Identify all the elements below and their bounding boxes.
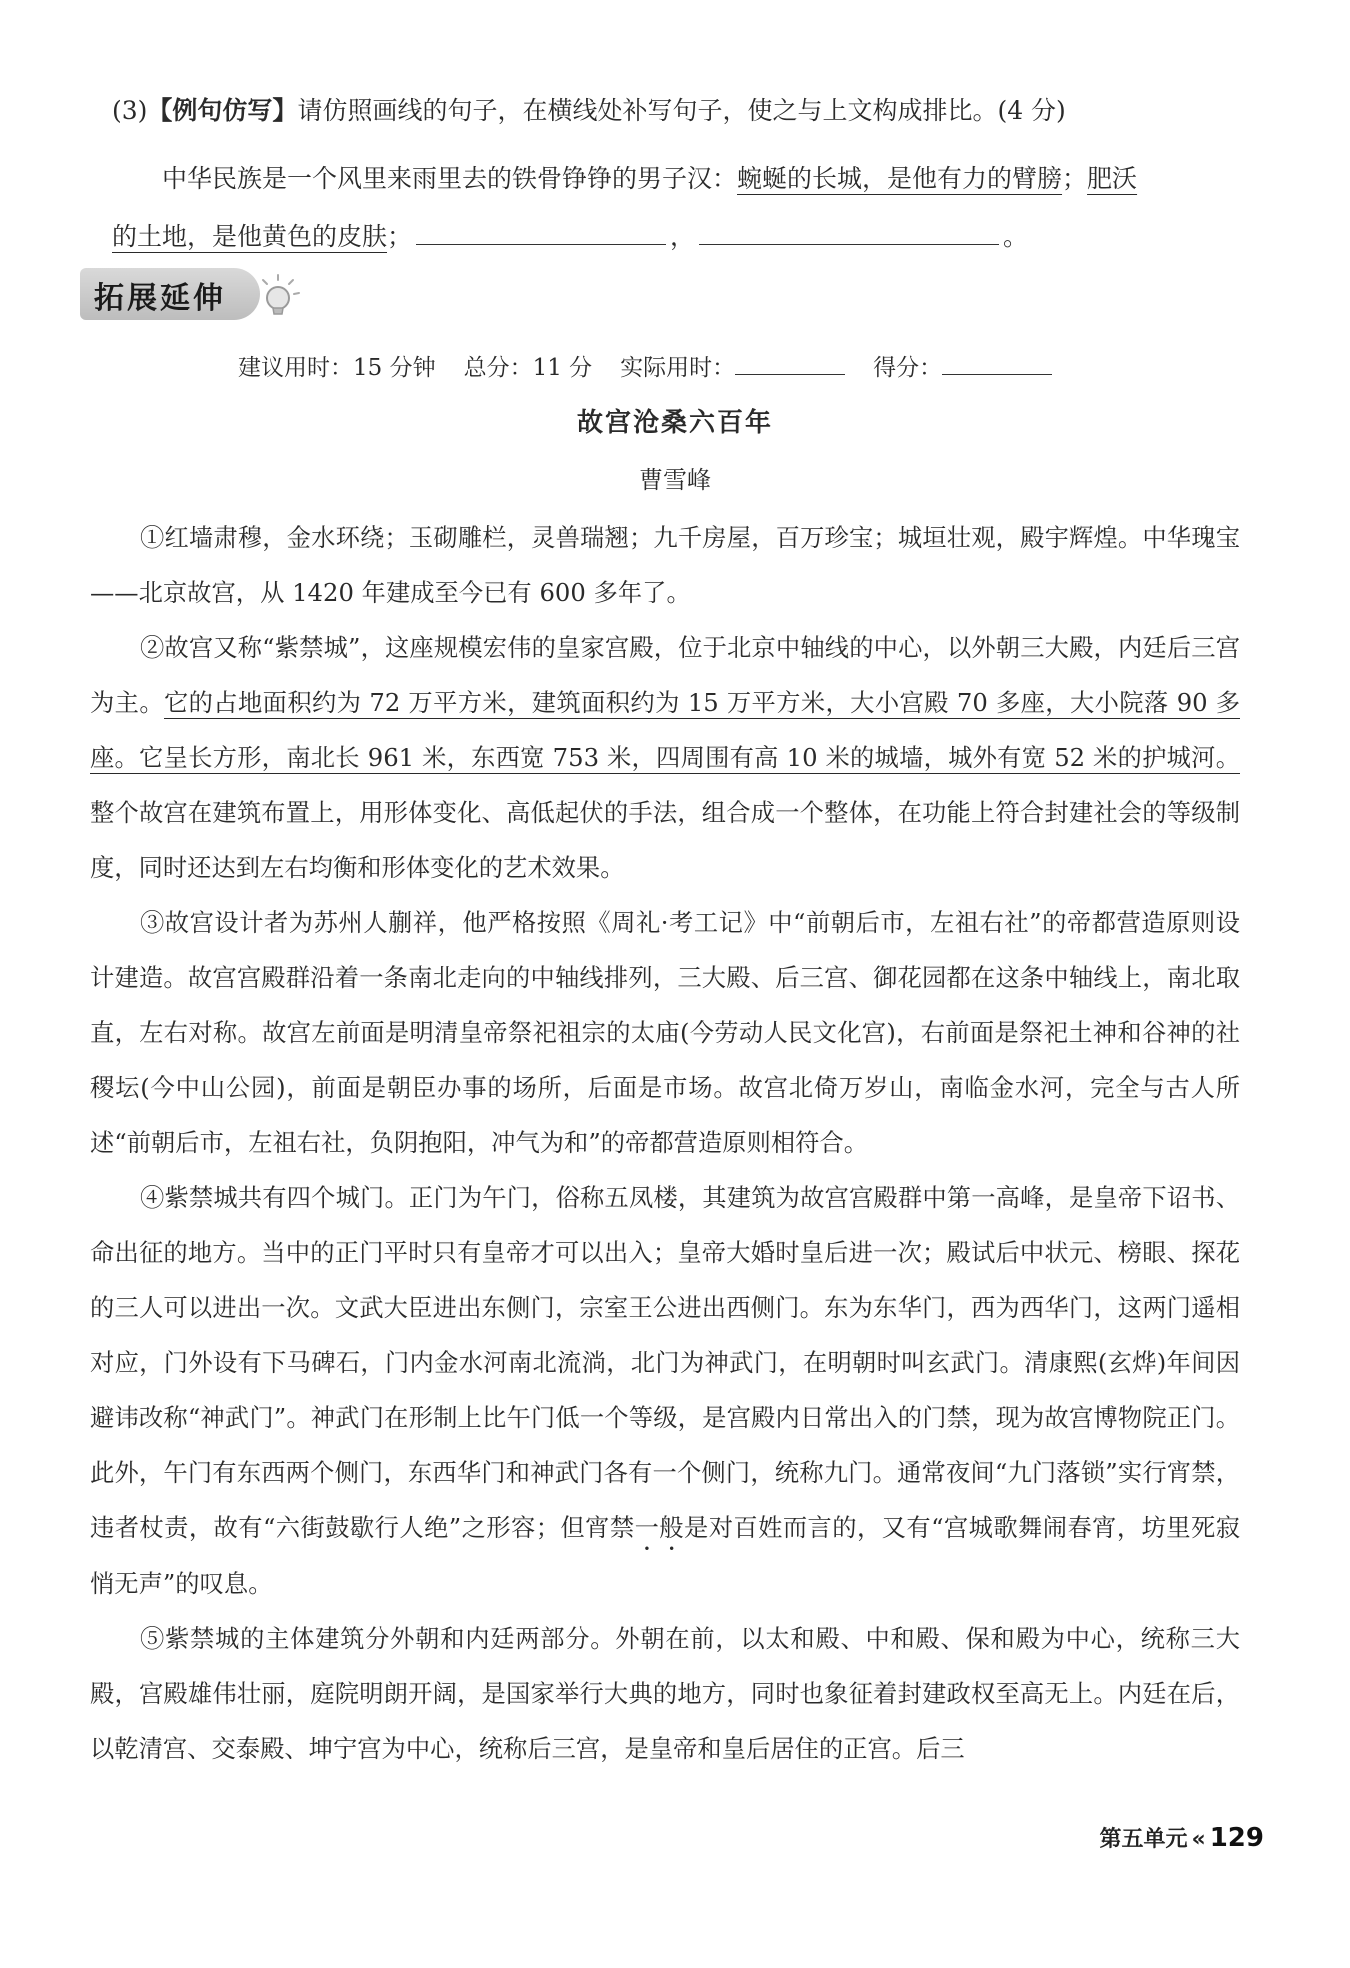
paragraph-4-dotted-word: 一般 (634, 1513, 684, 1542)
article-body (90, 510, 1240, 1776)
paragraph-1: ①红墙肃穆，金水环绕；玉砌雕栏，灵兽瑞翘；九千房屋，百万珍宝；城垣壮观，殿宇辉煌。中华瑰宝——北京故宫，从 1420 年建成至今已有 600 多年了。 (90, 523, 1240, 607)
page-footer (1099, 1822, 1264, 1853)
paragraph-2-underlined: 它的占地面积约为 72 万平方米，建筑面积约为 15 万平方米，大小宫殿 70 多座，大小院落 90 多座。它呈长方形，南北长 961 米，东西宽 753 米，四周围有高 10 米的城墙，城外有宽 52 米的护城河。 (90, 688, 1240, 772)
paragraph-2-part-a: ②故宫又称“紫禁城”，这座规模宏伟的皇家宫殿，位于北京中轴线的中心，以外朝三大殿，内廷后三宫为主。 (90, 633, 1240, 717)
punctuation: ， (670, 222, 696, 251)
paragraph-2-part-b: 整个故宫在建筑布置上，用形体变化、高低起伏的手法，组合成一个整体，在功能上符合封建社会的等级制度，同时还达到左右均衡和形体变化的艺术效果。 (90, 798, 1240, 882)
question-3-instruction (112, 95, 1066, 127)
question-tag: 【例句仿写】 (147, 96, 298, 125)
section-banner (80, 268, 310, 322)
paragraph-4 (90, 1170, 1240, 1611)
punctuation: 。 (1003, 222, 1029, 251)
chevron-left-icon: « (1191, 1827, 1206, 1852)
question-instruction-text: 请仿照画线的句子，在横线处补写句子，使之与上文构成排比。(4 分) (297, 96, 1066, 125)
actual-time-field[interactable] (735, 352, 845, 375)
question-3-passage (112, 150, 1242, 266)
punctuation: ； (387, 222, 413, 251)
paragraph-2 (90, 620, 1240, 895)
paragraph-4-part-b: 是对百姓而言的，又有“宫城歌舞闹春宵，坊里死寂悄无声”的叹息。 (90, 1513, 1241, 1598)
score-field[interactable] (942, 352, 1052, 375)
page-number: 129 (1209, 1823, 1264, 1853)
actual-time-label: 实际用时： (620, 355, 736, 381)
article-title: 故宫沧桑六百年 (576, 408, 773, 438)
unit-label: 第五单元 (1099, 1827, 1188, 1852)
section-banner-label: 拓展延伸 (94, 281, 226, 316)
lightbulb-icon (256, 270, 306, 320)
underlined-example-1: 蜿蜒的长城，是他有力的臂膀 (737, 164, 1063, 193)
paragraph-4-part-a: ④紫禁城共有四个城门。正门为午门，俗称五凤楼，其建筑为故宫宫殿群中第一高峰，是皇帝下诏书、命出征的地方。当中的正门平时只有皇帝才可以出入；皇帝大婚时皇后进一次；殿试后中状元、榜眼、探花的三人可以进出一次。文武大臣进出东侧门，宗室王公进出西侧门。东为东华门，西为西华门，这两门遥相对应，门外设有下马碑石，门内金水河南北流淌，北门为神武门，在明朝时叫玄武门。清康熙(玄烨)年间因避讳改称“神武门”。神武门在形制上比午门低一个等级，是宫殿内日常出入的门禁，现为故宫博物院正门。此外，午门有东西两个侧门，东西华门和神武门各有一个侧门，统称九门。通常夜间“九门落锁”实行宵禁，违者杖责，故有“六街鼓歇行人绝”之形容；但宵禁 (90, 1183, 1240, 1542)
paragraph-3: ③故宫设计者为苏州人蒯祥，他严格按照《周礼·考工记》中“前朝后市，左祖右社”的帝都营造原则设计建造。故宫宫殿群沿着一条南北走向的中轴线排列，三大殿、后三宫、御花园都在这条中轴线上，南北取直，左右对称。故宫左前面是明清皇帝祭祀祖宗的太庙(今劳动人民文化宫)，右前面是祭祀土神和谷神的社稷坛(今中山公园)，前面是朝臣办事的场所，后面是市场。故宫北倚万岁山，南临金水河，完全与古人所述“前朝后市，左祖右社，负阴抱阳，冲气为和”的帝都营造原则相符合。 (90, 908, 1240, 1157)
answer-blank-1[interactable] (416, 218, 666, 245)
paragraph-5: ⑤紫禁城的主体建筑分外朝和内廷两部分。外朝在前，以太和殿、中和殿、保和殿为中心，统称三大殿，宫殿雄伟壮丽，庭院明朗开阔，是国家举行大典的地方，同时也象征着封建政权至高无上。内廷在后，以乾清宫、交泰殿、坤宁宫为中心，统称后三宫，是皇帝和皇后居住的正宫。后三 (90, 1624, 1240, 1763)
underlined-example-2a: 肥沃 (1087, 164, 1138, 193)
total-score: 总分：11 分 (463, 355, 593, 381)
article-author: 曹雪峰 (639, 466, 711, 494)
suggested-time: 建议用时：15 分钟 (238, 355, 436, 381)
score-label: 得分： (873, 355, 943, 381)
question-number: (3) (112, 96, 148, 125)
punctuation: ； (1062, 164, 1088, 193)
underlined-example-2b: 的土地，是他黄色的皮肤 (112, 222, 388, 251)
answer-blank-2[interactable] (699, 218, 999, 245)
passage-lead: 中华民族是一个风里来雨里去的铁骨铮铮的男子汉： (162, 164, 738, 193)
time-score-bar (238, 352, 1052, 383)
